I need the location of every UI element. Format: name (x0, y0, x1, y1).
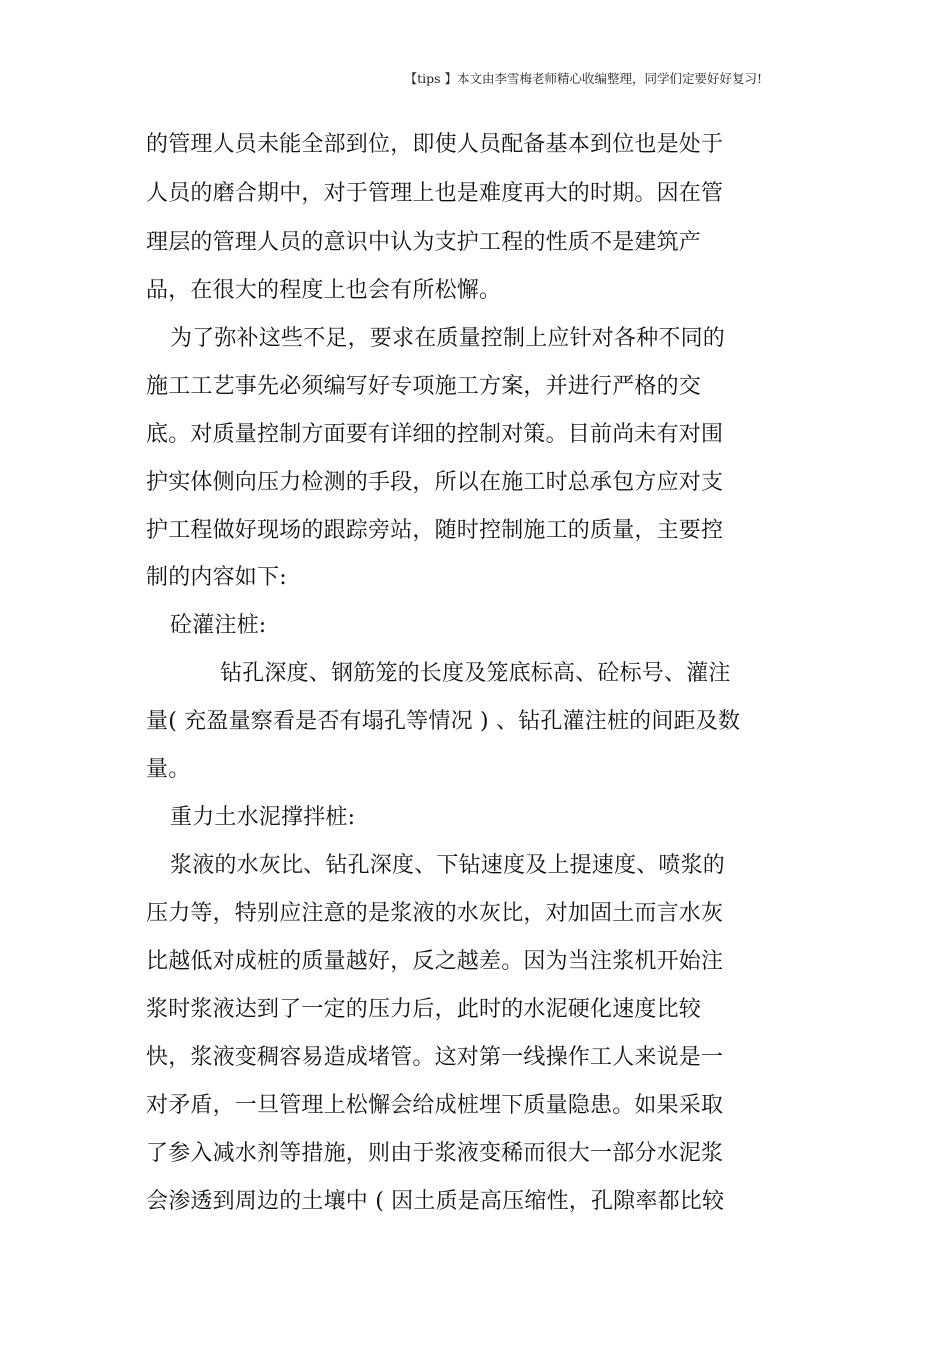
tips-header: 【tips 】本文由李雪梅老师精心收编整理，同学们定要好好复习! (404, 71, 762, 86)
paragraph-line: 快，浆液变稠容易造成堵管。这对第一线操作工人来说是一 (146, 1045, 724, 1070)
paragraph-line: 底。对质量控制方面要有详细的控制对策。目前尚未有对围 (146, 422, 724, 447)
paragraph-line: 护实体侧向压力检测的手段，所以在施工时总承包方应对支 (146, 470, 724, 495)
paragraph-line: 为了弥补这些不足，要求在质量控制上应针对各种不同的 (170, 326, 726, 351)
paragraph-line: 对矛盾，一旦管理上松懈会给成桩埋下质量隐患。如果采取 (146, 1093, 724, 1118)
paragraph-line: 浆液的水灰比、钻孔深度、下钻速度及上提速度、喷浆的 (170, 853, 726, 878)
paragraph-line: 护工程做好现场的跟踪旁站，随时控制施工的质量，主要控 (146, 518, 724, 543)
paragraph-line: 制的内容如下: (146, 565, 287, 590)
paragraph-line: 钻孔深度、钢筋笼的长度及笼底标高、砼标号、灌注 (220, 661, 731, 686)
paragraph-line: 的管理人员未能全部到位，即使人员配备基本到位也是处于 (146, 132, 724, 157)
paragraph-line: 人员的磨合期中，对于管理上也是难度再大的时期。因在管 (146, 181, 724, 206)
paragraph-line: 了参入减水剂等措施，则由于浆液变稀而很大一部分水泥浆 (146, 1141, 724, 1166)
paragraph-line: 浆时浆液达到了一定的压力后，此时的水泥硬化速度比较 (146, 997, 702, 1022)
section-heading: 重力土水泥撑拌桩: (170, 805, 356, 830)
paragraph-line: 压力等，特别应注意的是浆液的水灰比，对加固土而言水灰 (146, 901, 724, 926)
paragraph-line: 施工工艺事先必须编写好专项施工方案，并进行严格的交 (146, 374, 702, 399)
section-heading: 砼灌注桩: (170, 613, 267, 638)
paragraph-line: 量。 (146, 757, 191, 782)
paragraph-line: 会渗透到周边的土壤中 ( 因土质是高压缩性，孔隙率都比较 (146, 1189, 725, 1214)
paragraph-line: 品，在很大的程度上也会有所松懈。 (146, 278, 502, 303)
paragraph-line: 比越低对成桩的质量越好，反之越差。因为当注浆机开始注 (146, 949, 724, 974)
paragraph-line: 理层的管理人员的意识中认为支护工程的性质不是建筑产 (146, 230, 702, 255)
paragraph-line: 量( 充盈量察看是否有塌孔等情况 ) 、钻孔灌注桩的间距及数 (146, 709, 741, 734)
